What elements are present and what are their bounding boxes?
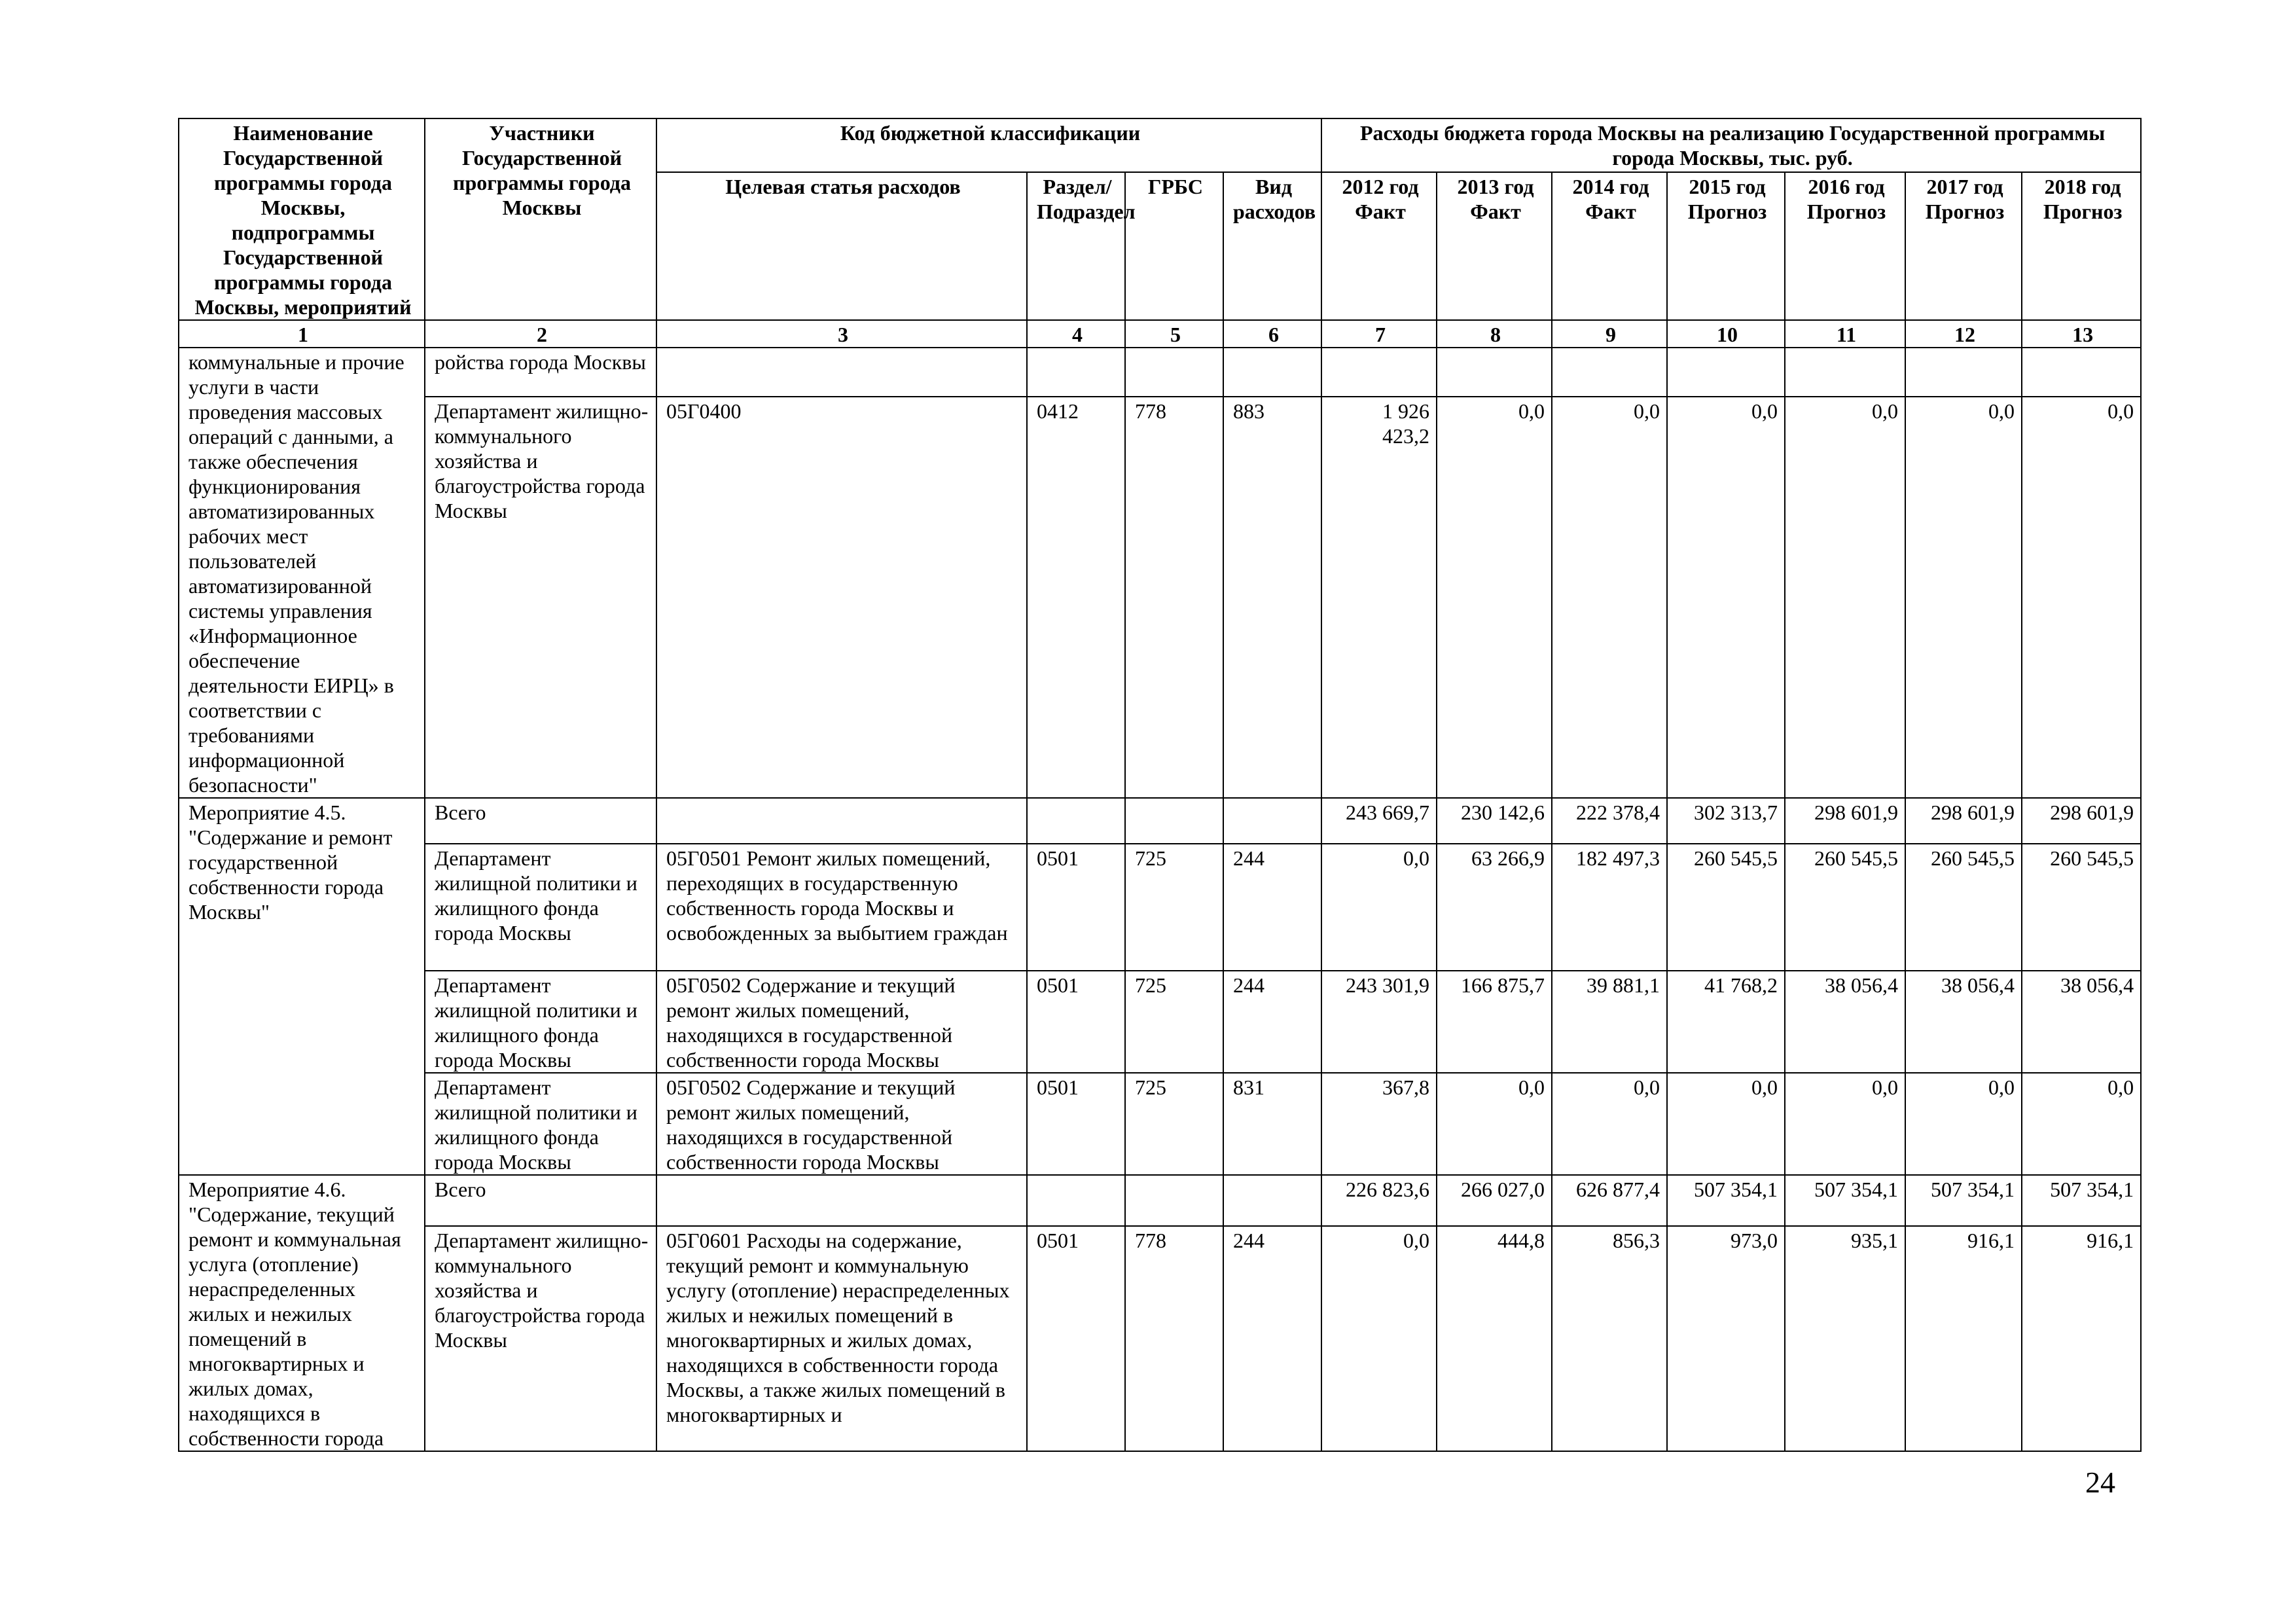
header-expenses: Расходы бюджета города Москвы на реализацию Государственной программы города Москвы, тыс. руб.	[1321, 118, 2141, 172]
expense-value-cell: 260 545,5	[1905, 844, 2022, 971]
table-row	[179, 1226, 2141, 1451]
column-number: 6	[1223, 320, 1321, 348]
participant-cell: Всего	[425, 1175, 656, 1226]
expense-value-cell: 38 056,4	[2022, 971, 2141, 1073]
grbs-cell: 778	[1125, 1226, 1223, 1451]
expense-type-cell: 883	[1223, 397, 1321, 798]
expense-value-cell	[1321, 348, 1437, 397]
target-article-cell: 05Г0502 Содержание и текущий ремонт жилых помещений, находящихся в государственной собственности города Москвы	[656, 971, 1027, 1073]
expense-value-cell: 916,1	[2022, 1226, 2141, 1451]
column-number: 4	[1027, 320, 1125, 348]
grbs-cell	[1125, 348, 1223, 397]
expense-value-cell: 507 354,1	[2022, 1175, 2141, 1226]
header-year-2018: 2018 год Прогноз	[2022, 172, 2141, 320]
table-row	[179, 971, 2141, 1073]
header-row-1	[179, 118, 2141, 172]
expense-value-cell: 0,0	[1437, 397, 1552, 798]
activity-name: Мероприятие 4.5. "Содержание и ремонт государственной собственности города Москвы"	[179, 798, 425, 1175]
expense-value-cell: 0,0	[1437, 1073, 1552, 1175]
participant-cell: Департамент жилищной политики и жилищного фонда города Москвы	[425, 844, 656, 971]
column-number: 9	[1552, 320, 1667, 348]
expense-value-cell: 298 601,9	[1785, 798, 1905, 844]
header-section: Раздел/Подраздел	[1027, 172, 1125, 320]
header-year-2012: 2012 год Факт	[1321, 172, 1437, 320]
expense-value-cell: 230 142,6	[1437, 798, 1552, 844]
expense-value-cell: 0,0	[1785, 1073, 1905, 1175]
grbs-cell: 778	[1125, 397, 1223, 798]
target-article-cell	[656, 348, 1027, 397]
grbs-cell: 725	[1125, 844, 1223, 971]
table-row	[179, 348, 2141, 397]
section-cell	[1027, 348, 1125, 397]
expense-type-cell	[1223, 348, 1321, 397]
expense-value-cell: 444,8	[1437, 1226, 1552, 1451]
expense-value-cell: 0,0	[1667, 397, 1785, 798]
expense-value-cell: 916,1	[1905, 1226, 2022, 1451]
expense-value-cell: 260 545,5	[2022, 844, 2141, 971]
header-expense-type: Вид расходов	[1223, 172, 1321, 320]
column-number-row	[179, 320, 2141, 348]
page-number: 24	[2085, 1466, 2115, 1499]
expense-value-cell: 935,1	[1785, 1226, 1905, 1451]
expense-value-cell: 0,0	[2022, 397, 2141, 798]
expense-value-cell: 0,0	[2022, 1073, 2141, 1175]
column-number: 3	[656, 320, 1027, 348]
expense-type-cell: 831	[1223, 1073, 1321, 1175]
expense-value-cell: 0,0	[1321, 844, 1437, 971]
grbs-cell	[1125, 1175, 1223, 1226]
expense-value-cell: 166 875,7	[1437, 971, 1552, 1073]
expense-value-cell: 0,0	[1321, 1226, 1437, 1451]
column-number: 12	[1905, 320, 2022, 348]
expense-value-cell: 41 768,2	[1667, 971, 1785, 1073]
expense-value-cell	[1667, 348, 1785, 397]
expense-value-cell: 0,0	[1905, 397, 2022, 798]
expense-value-cell	[1905, 348, 2022, 397]
expense-value-cell: 243 301,9	[1321, 971, 1437, 1073]
expense-value-cell	[2022, 348, 2141, 397]
table-row	[179, 397, 2141, 798]
grbs-cell	[1125, 798, 1223, 844]
expense-value-cell: 0,0	[1905, 1073, 2022, 1175]
table-row	[179, 1073, 2141, 1175]
participant-cell: Всего	[425, 798, 656, 844]
header-target-article: Целевая статья расходов	[656, 172, 1027, 320]
section-cell: 0501	[1027, 1226, 1125, 1451]
expense-value-cell: 302 313,7	[1667, 798, 1785, 844]
expense-value-cell: 182 497,3	[1552, 844, 1667, 971]
target-article-cell: 05Г0502 Содержание и текущий ремонт жилых помещений, находящихся в государственной собственности города Москвы	[656, 1073, 1027, 1175]
expense-value-cell: 1 926 423,2	[1321, 397, 1437, 798]
expense-value-cell: 507 354,1	[1905, 1175, 2022, 1226]
expense-value-cell: 222 378,4	[1552, 798, 1667, 844]
column-number: 1	[179, 320, 425, 348]
expense-value-cell: 39 881,1	[1552, 971, 1667, 1073]
column-number: 11	[1785, 320, 1905, 348]
header-participants: Участники Государственной программы города Москвы	[425, 118, 656, 320]
expense-type-cell: 244	[1223, 971, 1321, 1073]
participant-cell: Департамент жилищно-коммунального хозяйства и благоустройства города Москвы	[425, 1226, 656, 1451]
table-row	[179, 798, 2141, 844]
expense-type-cell: 244	[1223, 844, 1321, 971]
participant-cell: Департамент жилищно-коммунального хозяйства и благоустройства города Москвы	[425, 397, 656, 798]
header-grbs: ГРБС	[1125, 172, 1223, 320]
section-cell: 0501	[1027, 971, 1125, 1073]
section-cell: 0501	[1027, 844, 1125, 971]
target-article-cell: 05Г0400	[656, 397, 1027, 798]
target-article-cell: 05Г0501 Ремонт жилых помещений, переходящих в государственную собственность города Москвы и освобожденных за выбытием граждан	[656, 844, 1027, 971]
expense-value-cell: 856,3	[1552, 1226, 1667, 1451]
section-cell	[1027, 798, 1125, 844]
column-number: 5	[1125, 320, 1223, 348]
table-row	[179, 844, 2141, 971]
target-article-cell: 05Г0601 Расходы на содержание, текущий ремонт и коммунальную услугу (отопление) нераспределенных жилых и нежилых помещений в многоквартирных и жилых домах, находящихся в собственности города Москвы, а также жилых помещений в многоквартирных и	[656, 1226, 1027, 1451]
expense-value-cell: 0,0	[1552, 1073, 1667, 1175]
header-year-2015: 2015 год Прогноз	[1667, 172, 1785, 320]
header-name: Наименование Государственной программы города Москвы, подпрограммы Государственной программы города Москвы, мероприятий	[179, 118, 425, 320]
header-year-2014: 2014 год Факт	[1552, 172, 1667, 320]
expense-type-cell	[1223, 1175, 1321, 1226]
expense-value-cell: 260 545,5	[1667, 844, 1785, 971]
expense-value-cell: 507 354,1	[1785, 1175, 1905, 1226]
table-row	[179, 1175, 2141, 1226]
expense-value-cell: 226 823,6	[1321, 1175, 1437, 1226]
expense-type-cell: 244	[1223, 1226, 1321, 1451]
header-year-2017: 2017 год Прогноз	[1905, 172, 2022, 320]
section-cell: 0501	[1027, 1073, 1125, 1175]
header-year-2016: 2016 год Прогноз	[1785, 172, 1905, 320]
participant-cell: Департамент жилищной политики и жилищного фонда города Москвы	[425, 971, 656, 1073]
header-year-2013: 2013 год Факт	[1437, 172, 1552, 320]
column-number: 10	[1667, 320, 1785, 348]
column-number: 2	[425, 320, 656, 348]
section-cell: 0412	[1027, 397, 1125, 798]
grbs-cell: 725	[1125, 1073, 1223, 1175]
expense-value-cell: 0,0	[1667, 1073, 1785, 1175]
participant-cell: Департамент жилищной политики и жилищного фонда города Москвы	[425, 1073, 656, 1175]
expense-value-cell: 298 601,9	[2022, 798, 2141, 844]
activity-name: коммунальные и прочие услуги в части проведения массовых операций с данными, а также обеспечения функционирования автоматизированных рабочих мест пользователей автоматизированной системы управления «Информационное обеспечение деятельности ЕИРЦ» в соответствии с требованиями информационной безопасности"	[179, 348, 425, 798]
target-article-cell	[656, 1175, 1027, 1226]
expense-value-cell: 38 056,4	[1905, 971, 2022, 1073]
column-number: 13	[2022, 320, 2141, 348]
expense-type-cell	[1223, 798, 1321, 844]
expense-value-cell: 507 354,1	[1667, 1175, 1785, 1226]
expense-value-cell: 0,0	[1552, 397, 1667, 798]
participant-cell: ройства города Москвы	[425, 348, 656, 397]
expense-value-cell	[1437, 348, 1552, 397]
expense-value-cell: 973,0	[1667, 1226, 1785, 1451]
expense-value-cell: 243 669,7	[1321, 798, 1437, 844]
budget-table	[178, 118, 2142, 1452]
column-number: 8	[1437, 320, 1552, 348]
expense-value-cell	[1552, 348, 1667, 397]
expense-value-cell: 63 266,9	[1437, 844, 1552, 971]
grbs-cell: 725	[1125, 971, 1223, 1073]
expense-value-cell: 626 877,4	[1552, 1175, 1667, 1226]
expense-value-cell: 38 056,4	[1785, 971, 1905, 1073]
column-number: 7	[1321, 320, 1437, 348]
expense-value-cell	[1785, 348, 1905, 397]
expense-value-cell: 260 545,5	[1785, 844, 1905, 971]
expense-value-cell: 367,8	[1321, 1073, 1437, 1175]
target-article-cell	[656, 798, 1027, 844]
activity-name: Мероприятие 4.6. "Содержание, текущий ремонт и коммунальная услуга (отопление) нераспределенных жилых и нежилых помещений в многоквартирных и жилых домах, находящихся в собственности города	[179, 1175, 425, 1451]
header-budget-code: Код бюджетной классификации	[656, 118, 1321, 172]
section-cell	[1027, 1175, 1125, 1226]
expense-value-cell: 0,0	[1785, 397, 1905, 798]
expense-value-cell: 266 027,0	[1437, 1175, 1552, 1226]
expense-value-cell: 298 601,9	[1905, 798, 2022, 844]
